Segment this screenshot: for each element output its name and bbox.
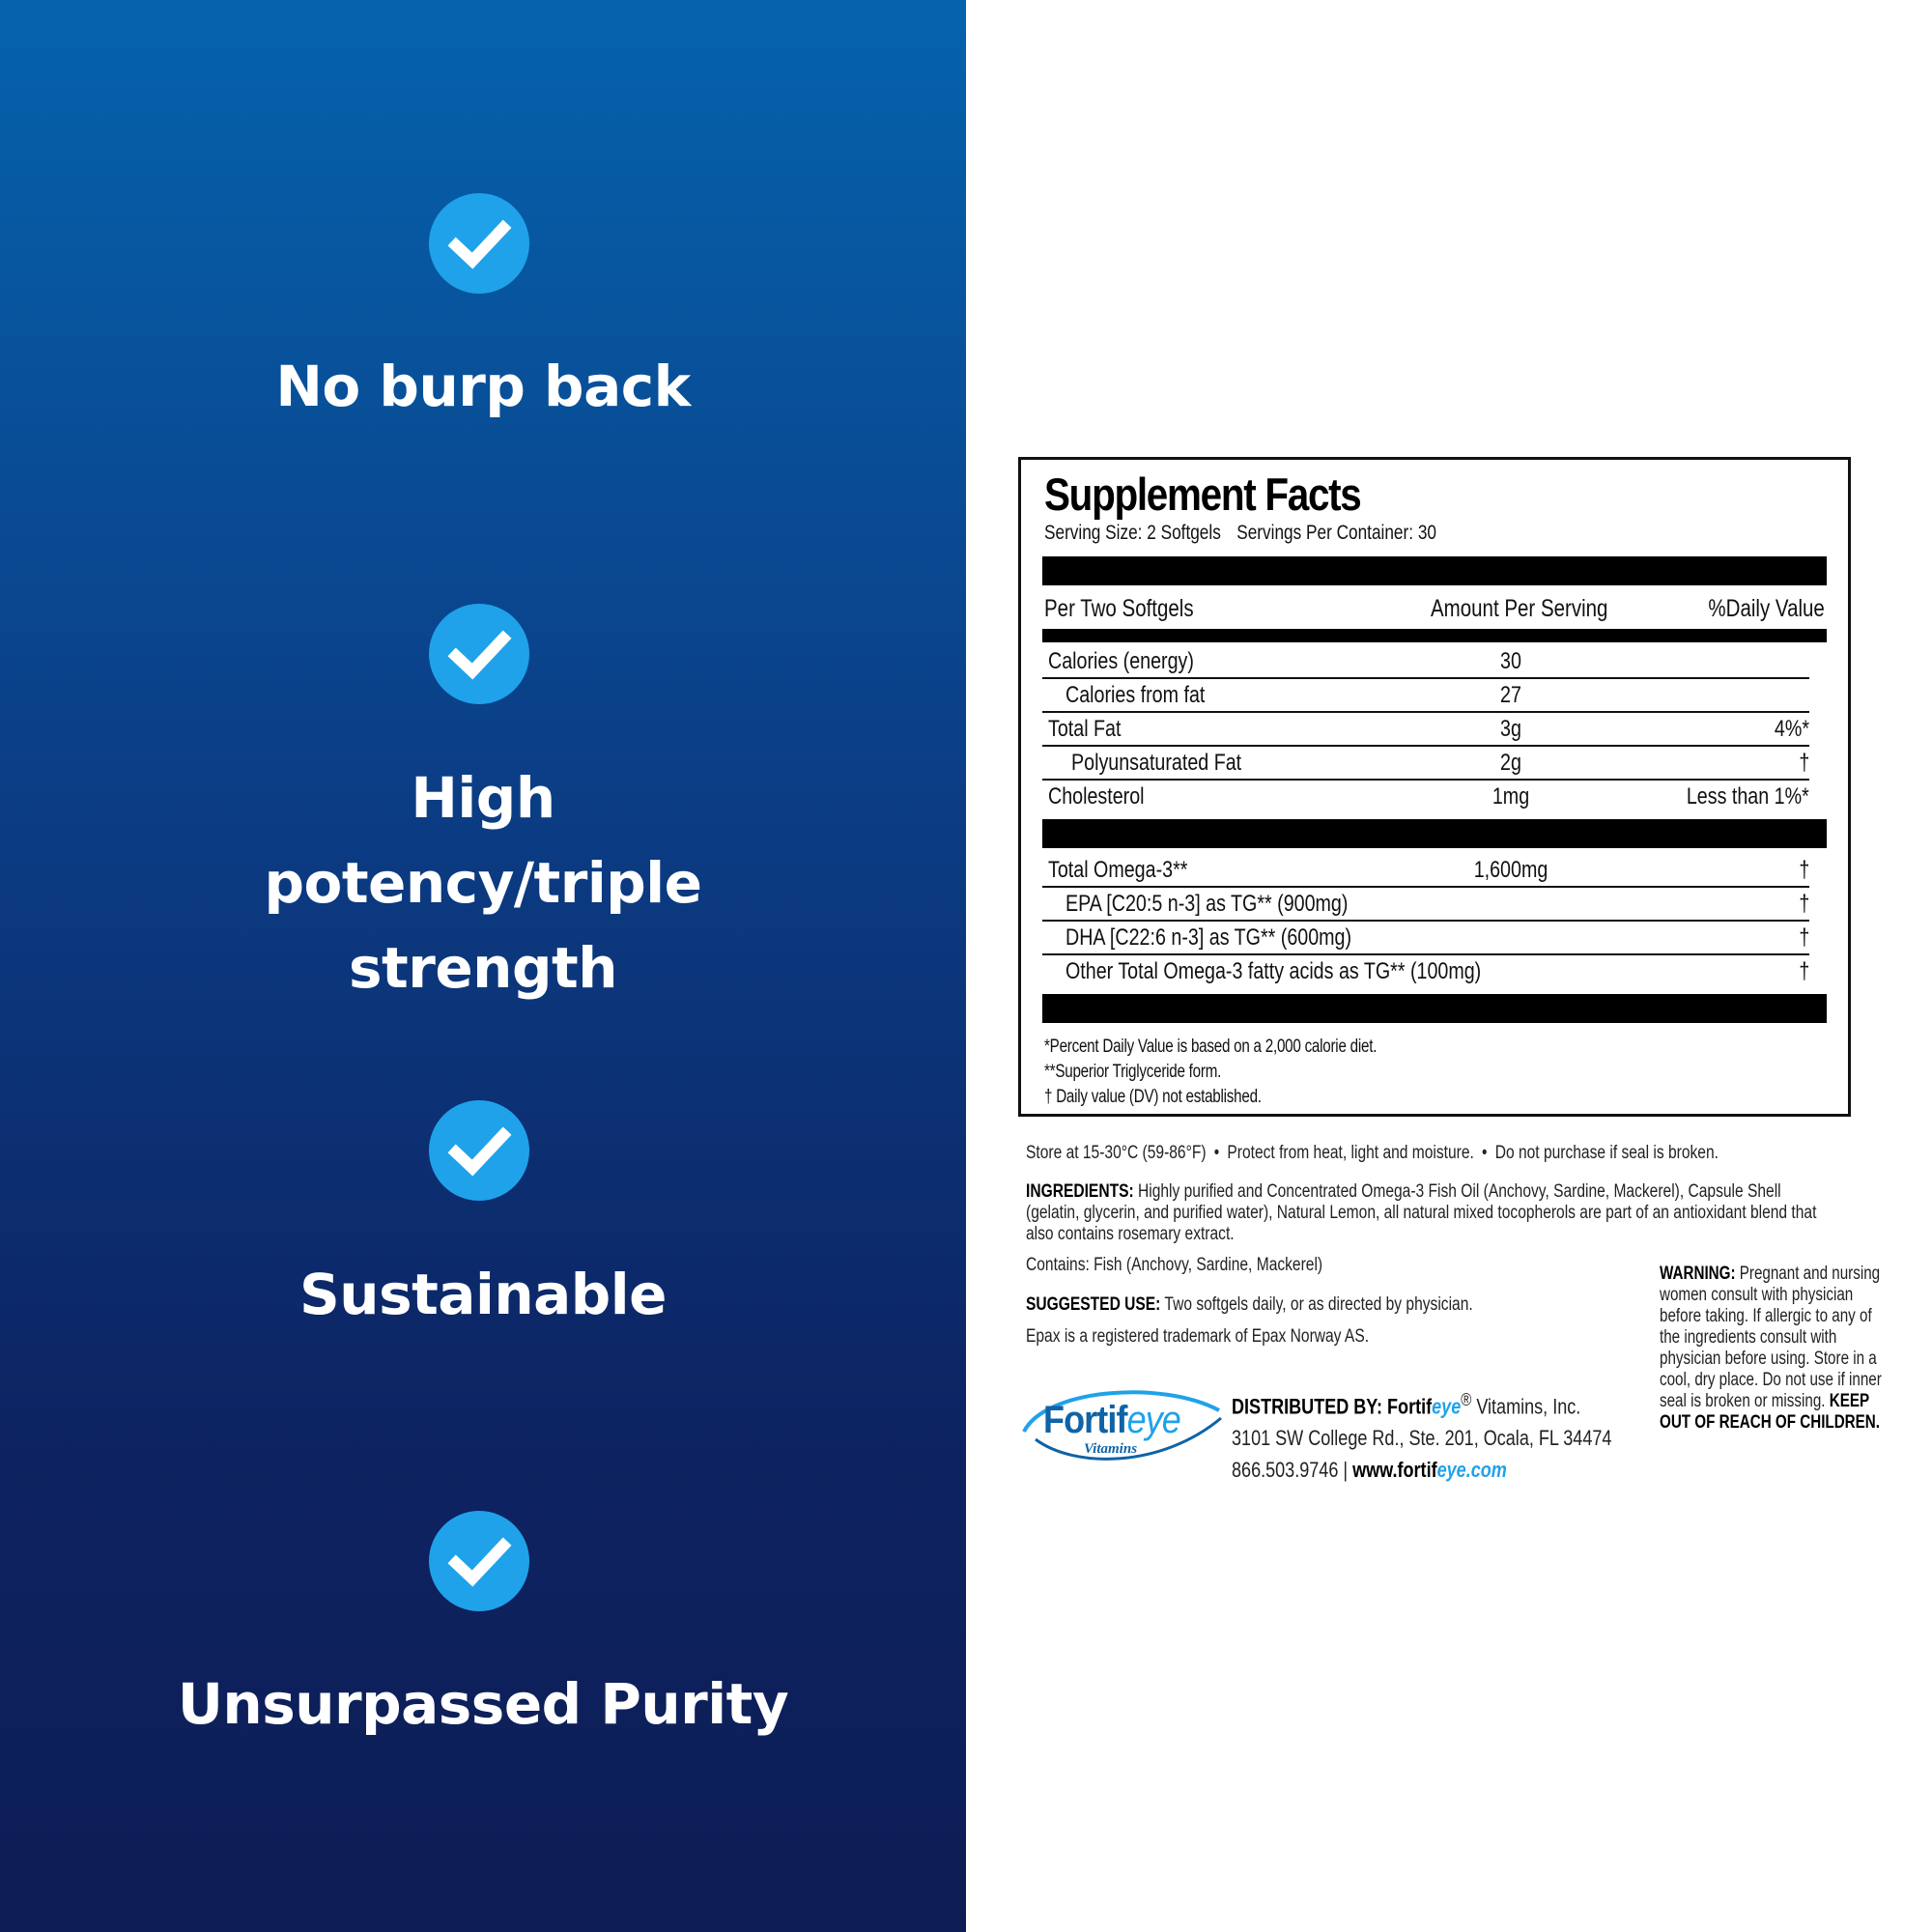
benefit-label: Unsurpassed Purity (177, 1671, 789, 1737)
nutrient-name: Calories from fat (1065, 682, 1206, 708)
facts-title: Supplement Facts (1044, 469, 1361, 520)
nutrient-name: Total Fat (1048, 716, 1122, 742)
distributor-contact: 866.503.9746 | www.fortifeye.com (1232, 1458, 1507, 1483)
nutrient-row (1042, 747, 1809, 781)
header-dv: %Daily Value (1708, 595, 1825, 622)
trademark-note: Epax is a registered trademark of Epax Norway AS. (1026, 1326, 1370, 1347)
logo-wordmark: Fortifeye (1043, 1399, 1180, 1441)
check-circle-icon (429, 1511, 529, 1611)
nutrient-name: EPA [C20:5 n-3] as TG** (900mg) (1065, 891, 1349, 917)
footnote: † Daily value (DV) not established. (1044, 1087, 1262, 1107)
nutrient-amount: 1,600mg (1473, 857, 1548, 883)
nutrient-dv: Less than 1%* (1687, 783, 1809, 810)
divider-bar (1042, 819, 1827, 848)
nutrient-dv: † (1799, 857, 1809, 883)
nutrient-dv: † (1799, 924, 1809, 951)
fortifeye-logo (1016, 1372, 1229, 1478)
nutrient-amount: 30 (1500, 648, 1521, 674)
logo-subtext: Vitamins (1084, 1441, 1138, 1457)
nutrient-row (1042, 781, 1809, 814)
ingredients-heading: INGREDIENTS: (1026, 1181, 1134, 1202)
nutrient-amount: 27 (1500, 682, 1521, 708)
suggested-use-body: Two softgels daily, or as directed by physician. (1164, 1294, 1473, 1315)
warning-keep-out: KEEP OUT OF REACH OF CHILDREN. (1660, 1391, 1880, 1433)
nutrient-row (1042, 645, 1809, 679)
header-per: Per Two Softgels (1044, 595, 1194, 622)
serving-size: Serving Size: 2 Softgels (1044, 522, 1221, 544)
supplement-facts-panel (1018, 457, 1851, 1117)
nutrient-row (1042, 713, 1809, 747)
divider-bar (1042, 629, 1827, 642)
footnote: *Percent Daily Value is based on a 2,000 calorie diet. (1044, 1037, 1378, 1057)
check-circle-icon (429, 604, 529, 704)
nutrient-name: Polyunsaturated Fat (1071, 750, 1242, 776)
nutrient-amount: 3g (1500, 716, 1521, 742)
warning-heading: WARNING: (1660, 1264, 1736, 1284)
nutrient-name: Calories (energy) (1048, 648, 1194, 674)
warning-body: Pregnant and nursing women consult with physician before taking. If allergic to any of the ingredients consult with physician before using. Store in a cool, dry place. Do not use if inner seal is broken or missing. (1660, 1264, 1882, 1411)
ingredients-body: Highly purified and Concentrated Omega-3 Fish Oil (Anchovy, Sardine, Mackerel), Capsule Shell (gelatin, glycerin, and purified water), Natural Lemon, all natural mixed tocopherols are part of an antioxidant blend that also contains rosemary extract. (1026, 1181, 1817, 1244)
nutrient-dv: † (1799, 750, 1809, 776)
website-link[interactable]: www.fortifeye.com (1352, 1458, 1507, 1483)
nutrient-row (1042, 922, 1809, 955)
nutrient-name: Other Total Omega-3 fatty acids as TG** (100mg) (1065, 958, 1482, 984)
ingredients-text (1026, 1181, 1826, 1245)
nutrient-dv: 4%* (1774, 716, 1809, 742)
footnote: **Superior Triglyceride form. (1044, 1062, 1222, 1082)
benefit-label: No burp back (275, 354, 691, 419)
nutrient-row (1042, 679, 1809, 713)
suggested-use (1026, 1294, 1473, 1316)
nutrient-row (1042, 955, 1809, 989)
benefit-label: High potency/triple strength (264, 765, 702, 1001)
header-amount: Amount Per Serving (1431, 595, 1608, 622)
serving-info (1044, 522, 1436, 545)
check-circle-icon (429, 1100, 529, 1201)
nutrient-amount: 1mg (1492, 783, 1530, 810)
nutrient-row (1042, 888, 1809, 922)
nutrient-name: DHA [C22:6 n-3] as TG** (600mg) (1065, 924, 1352, 951)
divider-bar (1042, 994, 1827, 1023)
facts-header-row (1042, 595, 1827, 628)
allergen-contains: Contains: Fish (Anchovy, Sardine, Mackerel) (1026, 1255, 1323, 1275)
nutrient-dv: † (1799, 891, 1809, 917)
servings-per-container: Servings Per Container: 30 (1236, 522, 1436, 544)
benefit-label: Sustainable (299, 1262, 667, 1327)
distributor-info (1232, 1383, 1695, 1486)
divider-bar (1042, 556, 1827, 585)
distributor-address: 3101 SW College Rd., Ste. 201, Ocala, FL 34474 (1232, 1426, 1612, 1451)
suggested-use-heading: SUGGESTED USE: (1026, 1294, 1161, 1315)
nutrient-name: Cholesterol (1048, 783, 1145, 810)
nutrient-row (1042, 854, 1809, 888)
nutrient-name: Total Omega-3** (1048, 857, 1188, 883)
facts-footnotes (1044, 1035, 1460, 1110)
nutrient-amount: 2g (1500, 750, 1521, 776)
check-circle-icon (429, 193, 529, 294)
storage-instructions: Store at 15-30°C (59-86°F) • Protect from heat, light and moisture. • Do not purchase if seal is broken. (1026, 1143, 1719, 1163)
nutrient-dv: † (1799, 958, 1809, 984)
distributor-line: DISTRIBUTED BY: Fortifeye® Vitamins, Inc. (1232, 1389, 1581, 1419)
